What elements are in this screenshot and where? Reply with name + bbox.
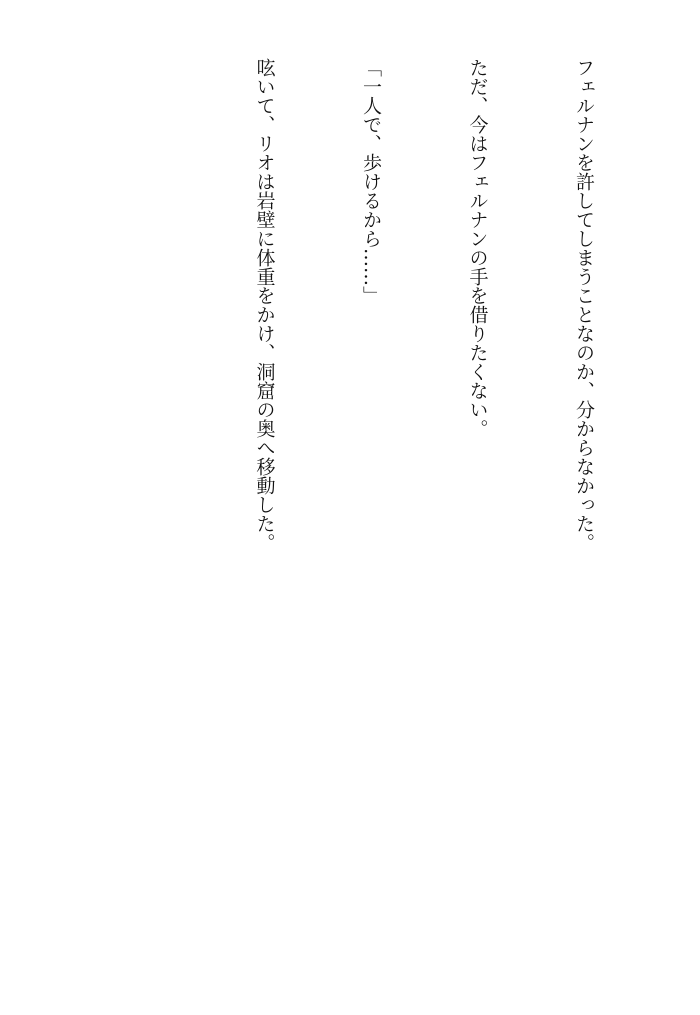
- text-line: ただ、今はフェルナンの手を借りたくない。: [466, 58, 489, 438]
- text-line: フェルナンを許してしまうことなのか、分からなかった。: [573, 58, 595, 552]
- dialogue-line: 「一人で、歩けるから……」: [360, 58, 382, 305]
- blank-line: [33, 58, 69, 973]
- text-line: 呟いて、リオは岩壁に体重をかけ、洞窟の奥へ移動した。: [253, 58, 276, 552]
- blank-line: [140, 58, 176, 973]
- vertical-text-block: [0, 58, 672, 973]
